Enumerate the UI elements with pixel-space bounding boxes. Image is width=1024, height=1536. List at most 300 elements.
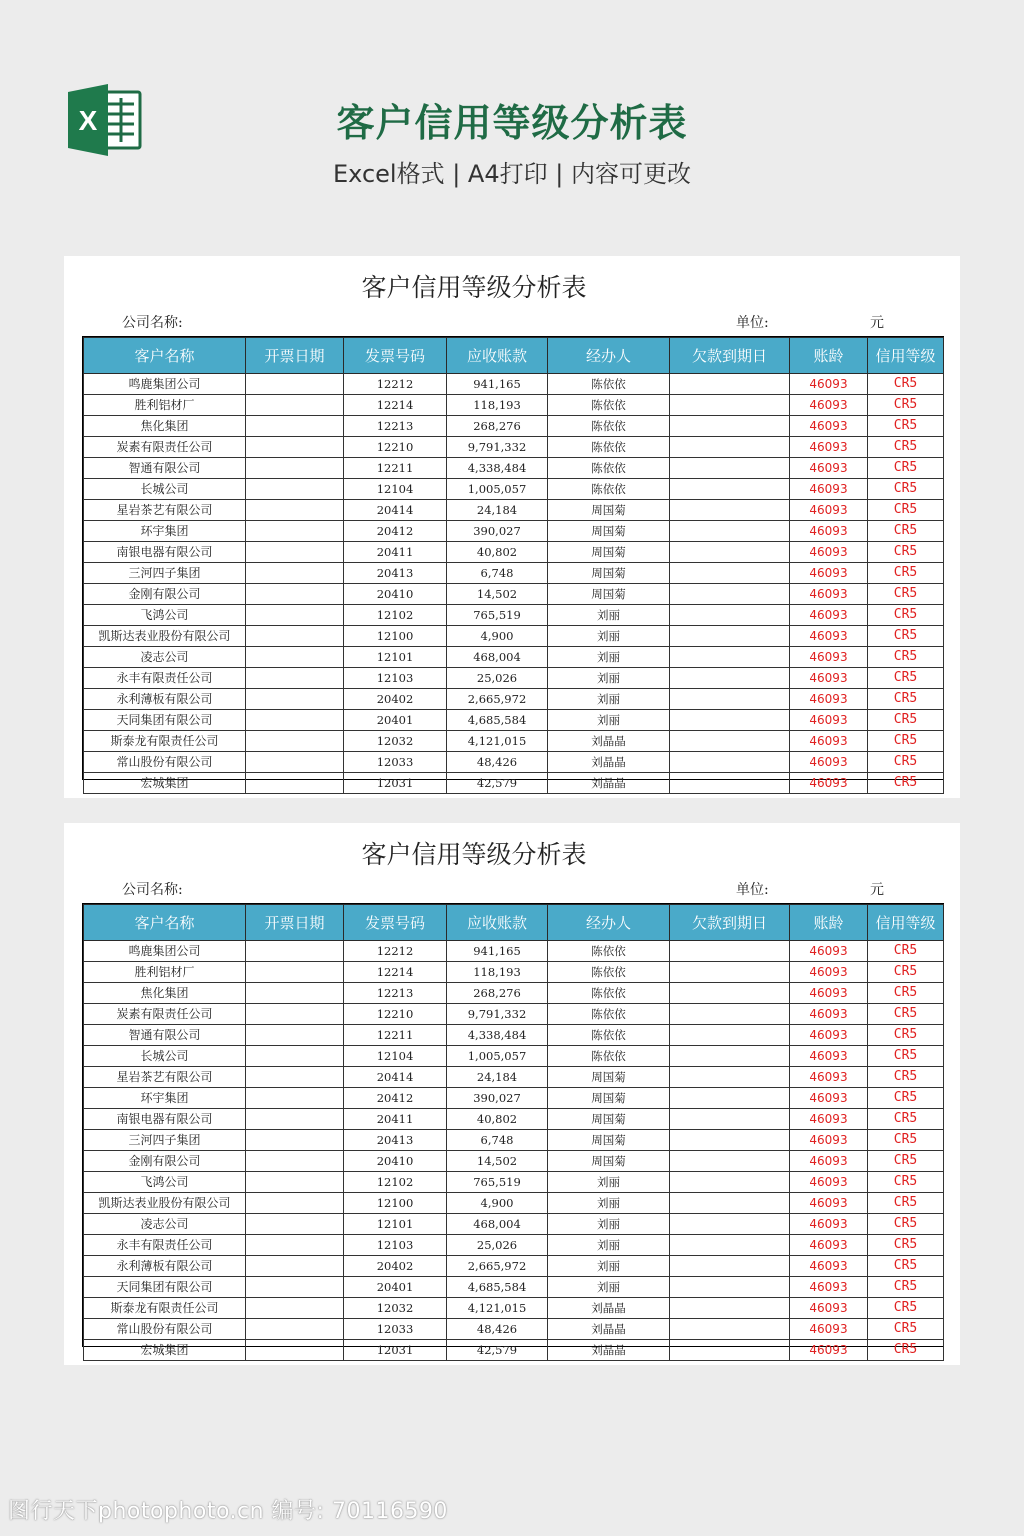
- table-row: [84, 1109, 944, 1130]
- cell-name: 凯斯达表业股份有限公司: [84, 1193, 246, 1214]
- cell-amount: 268,276: [447, 983, 548, 1004]
- cell-age: 46093: [790, 689, 868, 710]
- cell-name: 宏城集团: [84, 773, 246, 794]
- cell-name: 天同集团有限公司: [84, 710, 246, 731]
- cell-due: [670, 731, 790, 752]
- cell-agent: 周国菊: [548, 521, 670, 542]
- cell-invoice: 12210: [344, 1004, 447, 1025]
- cell-name: 智通有限公司: [84, 1025, 246, 1046]
- cell-due: [670, 521, 790, 542]
- column-header-name: 客户名称: [84, 905, 246, 941]
- cell-agent: 陈依依: [548, 941, 670, 962]
- cell-due: [670, 1109, 790, 1130]
- cell-due: [670, 437, 790, 458]
- cell-date: [246, 626, 344, 647]
- cell-grade: CR5: [868, 626, 944, 647]
- cell-date: [246, 710, 344, 731]
- cell-agent: 周国菊: [548, 500, 670, 521]
- table-row: [84, 1088, 944, 1109]
- cell-name: 金刚有限公司: [84, 1151, 246, 1172]
- column-header-amount: 应收账款: [447, 905, 548, 941]
- cell-date: [246, 941, 344, 962]
- cell-date: [246, 479, 344, 500]
- cell-name: 长城公司: [84, 479, 246, 500]
- table-row: [84, 983, 944, 1004]
- cell-invoice: 12212: [344, 374, 447, 395]
- cell-age: 46093: [790, 416, 868, 437]
- cell-name: 星岩茶艺有限公司: [84, 1067, 246, 1088]
- cell-amount: 4,685,584: [447, 1277, 548, 1298]
- cell-name: 环宇集团: [84, 1088, 246, 1109]
- cell-agent: 刘晶晶: [548, 1340, 670, 1361]
- cell-amount: 4,685,584: [447, 710, 548, 731]
- cell-due: [670, 668, 790, 689]
- cell-invoice: 12031: [344, 1340, 447, 1361]
- cell-name: 炭素有限责任公司: [84, 437, 246, 458]
- cell-invoice: 12210: [344, 437, 447, 458]
- cell-invoice: 12032: [344, 731, 447, 752]
- cell-name: 南银电器有限公司: [84, 542, 246, 563]
- table-row: [84, 1256, 944, 1277]
- cell-date: [246, 458, 344, 479]
- column-header-grade: 信用等级: [868, 338, 944, 374]
- cell-name: 南银电器有限公司: [84, 1109, 246, 1130]
- cell-agent: 陈依依: [548, 1046, 670, 1067]
- cell-age: 46093: [790, 1046, 868, 1067]
- cell-grade: CR5: [868, 731, 944, 752]
- cell-due: [670, 605, 790, 626]
- cell-name: 永利薄板有限公司: [84, 1256, 246, 1277]
- cell-age: 46093: [790, 752, 868, 773]
- cell-name: 三河四子集团: [84, 563, 246, 584]
- unit-value: 元: [870, 315, 884, 331]
- cell-age: 46093: [790, 1088, 868, 1109]
- cell-grade: CR5: [868, 374, 944, 395]
- cell-name: 环宇集团: [84, 521, 246, 542]
- cell-grade: CR5: [868, 1319, 944, 1340]
- cell-date: [246, 500, 344, 521]
- cell-invoice: 12100: [344, 1193, 447, 1214]
- table-row: [84, 1172, 944, 1193]
- cell-age: 46093: [790, 962, 868, 983]
- cell-name: 凯斯达表业股份有限公司: [84, 626, 246, 647]
- cell-amount: 6,748: [447, 1130, 548, 1151]
- cell-agent: 刘晶晶: [548, 752, 670, 773]
- cell-due: [670, 479, 790, 500]
- cell-name: 星岩茶艺有限公司: [84, 500, 246, 521]
- cell-agent: 周国菊: [548, 584, 670, 605]
- cell-grade: CR5: [868, 941, 944, 962]
- cell-amount: 14,502: [447, 1151, 548, 1172]
- cell-agent: 陈依依: [548, 416, 670, 437]
- unit-label: 单位:: [736, 315, 769, 331]
- cell-due: [670, 941, 790, 962]
- cell-age: 46093: [790, 458, 868, 479]
- cell-age: 46093: [790, 1193, 868, 1214]
- cell-grade: CR5: [868, 1088, 944, 1109]
- column-header-due: 欠款到期日: [670, 338, 790, 374]
- table-row: [84, 605, 944, 626]
- cell-name: 永丰有限责任公司: [84, 1235, 246, 1256]
- cell-date: [246, 1235, 344, 1256]
- table-row: [84, 521, 944, 542]
- table-row: [84, 1067, 944, 1088]
- cell-name: 斯泰龙有限责任公司: [84, 731, 246, 752]
- cell-agent: 刘丽: [548, 710, 670, 731]
- sheet-preview-2: [64, 823, 960, 1365]
- table-row: [84, 479, 944, 500]
- cell-age: 46093: [790, 731, 868, 752]
- cell-amount: 468,004: [447, 1214, 548, 1235]
- cell-age: 46093: [790, 1004, 868, 1025]
- cell-due: [670, 1235, 790, 1256]
- column-header-name: 客户名称: [84, 338, 246, 374]
- cell-grade: CR5: [868, 500, 944, 521]
- cell-due: [670, 1067, 790, 1088]
- cell-amount: 2,665,972: [447, 689, 548, 710]
- cell-date: [246, 647, 344, 668]
- table-row: [84, 1235, 944, 1256]
- cell-name: 天同集团有限公司: [84, 1277, 246, 1298]
- cell-grade: CR5: [868, 1151, 944, 1172]
- cell-age: 46093: [790, 542, 868, 563]
- column-header-date: 开票日期: [246, 338, 344, 374]
- cell-grade: CR5: [868, 1340, 944, 1361]
- table-row: [84, 626, 944, 647]
- cell-due: [670, 1256, 790, 1277]
- cell-agent: 陈依依: [548, 1004, 670, 1025]
- table-row: [84, 773, 944, 794]
- cell-name: 鸣鹿集团公司: [84, 374, 246, 395]
- cell-date: [246, 1004, 344, 1025]
- cell-due: [670, 689, 790, 710]
- cell-grade: CR5: [868, 647, 944, 668]
- cell-date: [246, 1340, 344, 1361]
- table-row: [84, 689, 944, 710]
- cell-agent: 陈依依: [548, 437, 670, 458]
- column-header-invoice: 发票号码: [344, 905, 447, 941]
- cell-due: [670, 773, 790, 794]
- cell-grade: CR5: [868, 584, 944, 605]
- cell-name: 凌志公司: [84, 647, 246, 668]
- cell-agent: 刘丽: [548, 1235, 670, 1256]
- cell-date: [246, 437, 344, 458]
- cell-date: [246, 416, 344, 437]
- cell-agent: 陈依依: [548, 962, 670, 983]
- cell-date: [246, 605, 344, 626]
- cell-invoice: 20410: [344, 584, 447, 605]
- cell-grade: CR5: [868, 458, 944, 479]
- cell-amount: 48,426: [447, 1319, 548, 1340]
- table-row: [84, 731, 944, 752]
- cell-amount: 4,121,015: [447, 1298, 548, 1319]
- cell-grade: CR5: [868, 668, 944, 689]
- cell-name: 宏城集团: [84, 1340, 246, 1361]
- cell-date: [246, 983, 344, 1004]
- credit-table-wrap: [82, 903, 944, 1357]
- cell-invoice: 12102: [344, 1172, 447, 1193]
- cell-agent: 陈依依: [548, 1025, 670, 1046]
- cell-amount: 40,802: [447, 1109, 548, 1130]
- cell-grade: CR5: [868, 962, 944, 983]
- cell-age: 46093: [790, 983, 868, 1004]
- cell-invoice: 20414: [344, 500, 447, 521]
- cell-age: 46093: [790, 1319, 868, 1340]
- cell-invoice: 20411: [344, 1109, 447, 1130]
- cell-due: [670, 416, 790, 437]
- cell-amount: 42,579: [447, 1340, 548, 1361]
- cell-agent: 刘丽: [548, 1214, 670, 1235]
- cell-grade: CR5: [868, 1256, 944, 1277]
- cell-due: [670, 584, 790, 605]
- cell-age: 46093: [790, 584, 868, 605]
- cell-date: [246, 962, 344, 983]
- cell-name: 凌志公司: [84, 1214, 246, 1235]
- cell-due: [670, 983, 790, 1004]
- cell-invoice: 20410: [344, 1151, 447, 1172]
- cell-agent: 陈依依: [548, 479, 670, 500]
- cell-age: 46093: [790, 521, 868, 542]
- cell-invoice: 12211: [344, 1025, 447, 1046]
- cell-age: 46093: [790, 1256, 868, 1277]
- cell-invoice: 12104: [344, 1046, 447, 1067]
- cell-amount: 765,519: [447, 1172, 548, 1193]
- cell-invoice: 12213: [344, 416, 447, 437]
- table-row: [84, 416, 944, 437]
- cell-age: 46093: [790, 1109, 868, 1130]
- cell-agent: 刘丽: [548, 1277, 670, 1298]
- table-row: [84, 941, 944, 962]
- cell-age: 46093: [790, 1298, 868, 1319]
- table-row: [84, 752, 944, 773]
- cell-name: 斯泰龙有限责任公司: [84, 1298, 246, 1319]
- table-row: [84, 1025, 944, 1046]
- cell-date: [246, 521, 344, 542]
- cell-agent: 刘丽: [548, 605, 670, 626]
- cell-grade: CR5: [868, 1109, 944, 1130]
- cell-due: [670, 395, 790, 416]
- cell-amount: 4,338,484: [447, 458, 548, 479]
- cell-age: 46093: [790, 395, 868, 416]
- cell-name: 长城公司: [84, 1046, 246, 1067]
- cell-amount: 4,121,015: [447, 731, 548, 752]
- column-header-due: 欠款到期日: [670, 905, 790, 941]
- cell-agent: 刘丽: [548, 647, 670, 668]
- cell-due: [670, 1151, 790, 1172]
- cell-grade: CR5: [868, 773, 944, 794]
- cell-agent: 刘晶晶: [548, 731, 670, 752]
- cell-agent: 陈依依: [548, 395, 670, 416]
- cell-age: 46093: [790, 1235, 868, 1256]
- credit-table: [83, 337, 944, 794]
- cell-age: 46093: [790, 773, 868, 794]
- cell-age: 46093: [790, 710, 868, 731]
- cell-date: [246, 1214, 344, 1235]
- column-header-date: 开票日期: [246, 905, 344, 941]
- cell-agent: 周国菊: [548, 1088, 670, 1109]
- cell-amount: 1,005,057: [447, 479, 548, 500]
- cell-date: [246, 584, 344, 605]
- cell-due: [670, 1277, 790, 1298]
- cell-due: [670, 1214, 790, 1235]
- cell-due: [670, 374, 790, 395]
- cell-name: 飞鸿公司: [84, 1172, 246, 1193]
- table-row: [84, 542, 944, 563]
- cell-invoice: 20414: [344, 1067, 447, 1088]
- cell-amount: 24,184: [447, 1067, 548, 1088]
- cell-due: [670, 1172, 790, 1193]
- cell-date: [246, 1256, 344, 1277]
- cell-age: 46093: [790, 1172, 868, 1193]
- cell-date: [246, 374, 344, 395]
- table-row: [84, 584, 944, 605]
- cell-due: [670, 1046, 790, 1067]
- cell-age: 46093: [790, 647, 868, 668]
- cell-date: [246, 1193, 344, 1214]
- table-row: [84, 1004, 944, 1025]
- cell-agent: 周国菊: [548, 1151, 670, 1172]
- cell-agent: 刘丽: [548, 668, 670, 689]
- table-header-row: [84, 905, 944, 941]
- cell-name: 鸣鹿集团公司: [84, 941, 246, 962]
- cell-amount: 941,165: [447, 374, 548, 395]
- cell-age: 46093: [790, 563, 868, 584]
- table-row: [84, 500, 944, 521]
- cell-grade: CR5: [868, 1004, 944, 1025]
- cell-grade: CR5: [868, 983, 944, 1004]
- cell-agent: 周国菊: [548, 1067, 670, 1088]
- cell-grade: CR5: [868, 752, 944, 773]
- cell-invoice: 12102: [344, 605, 447, 626]
- cell-due: [670, 710, 790, 731]
- table-row: [84, 1193, 944, 1214]
- watermark-text: 图行天下photophoto.cn 编号: 70116590: [8, 1499, 448, 1524]
- cell-age: 46093: [790, 605, 868, 626]
- cell-due: [670, 1298, 790, 1319]
- cell-date: [246, 1277, 344, 1298]
- cell-invoice: 20402: [344, 1256, 447, 1277]
- table-row: [84, 1130, 944, 1151]
- cell-age: 46093: [790, 1214, 868, 1235]
- cell-amount: 118,193: [447, 962, 548, 983]
- cell-grade: CR5: [868, 1172, 944, 1193]
- cell-amount: 9,791,332: [447, 437, 548, 458]
- table-row: [84, 1340, 944, 1361]
- cell-date: [246, 563, 344, 584]
- cell-date: [246, 1130, 344, 1151]
- table-row: [84, 710, 944, 731]
- cell-age: 46093: [790, 941, 868, 962]
- cell-amount: 14,502: [447, 584, 548, 605]
- table-row: [84, 1151, 944, 1172]
- cell-invoice: 12101: [344, 1214, 447, 1235]
- cell-date: [246, 731, 344, 752]
- cell-age: 46093: [790, 1151, 868, 1172]
- cell-agent: 陈依依: [548, 374, 670, 395]
- cell-invoice: 12212: [344, 941, 447, 962]
- cell-grade: CR5: [868, 1193, 944, 1214]
- cell-date: [246, 752, 344, 773]
- column-header-agent: 经办人: [548, 338, 670, 374]
- cell-agent: 刘丽: [548, 689, 670, 710]
- cell-name: 胜利铝材厂: [84, 962, 246, 983]
- cell-amount: 941,165: [447, 941, 548, 962]
- column-header-invoice: 发票号码: [344, 338, 447, 374]
- cell-amount: 25,026: [447, 668, 548, 689]
- column-header-amount: 应收账款: [447, 338, 548, 374]
- cell-invoice: 12211: [344, 458, 447, 479]
- cell-agent: 刘丽: [548, 1172, 670, 1193]
- table-row: [84, 1046, 944, 1067]
- cell-grade: CR5: [868, 563, 944, 584]
- cell-name: 炭素有限责任公司: [84, 1004, 246, 1025]
- cell-name: 飞鸿公司: [84, 605, 246, 626]
- logo-letter: X: [78, 105, 98, 136]
- cell-agent: 陈依依: [548, 983, 670, 1004]
- column-header-age: 账龄: [790, 338, 868, 374]
- cell-invoice: 20412: [344, 521, 447, 542]
- cell-agent: 周国菊: [548, 1109, 670, 1130]
- credit-table-wrap: [82, 336, 944, 790]
- cell-date: [246, 668, 344, 689]
- cell-date: [246, 1046, 344, 1067]
- table-row: [84, 1298, 944, 1319]
- cell-grade: CR5: [868, 1046, 944, 1067]
- column-header-age: 账龄: [790, 905, 868, 941]
- cell-invoice: 12104: [344, 479, 447, 500]
- cell-grade: CR5: [868, 1130, 944, 1151]
- page-title: 客户信用等级分析表: [336, 101, 688, 145]
- cell-due: [670, 752, 790, 773]
- cell-age: 46093: [790, 626, 868, 647]
- cell-agent: 陈依依: [548, 458, 670, 479]
- unit-value: 元: [870, 882, 884, 898]
- cell-due: [670, 500, 790, 521]
- cell-age: 46093: [790, 668, 868, 689]
- cell-amount: 118,193: [447, 395, 548, 416]
- sheet-preview-1: [64, 256, 960, 798]
- cell-invoice: 12033: [344, 1319, 447, 1340]
- table-row: [84, 668, 944, 689]
- cell-agent: 刘晶晶: [548, 1319, 670, 1340]
- cell-age: 46093: [790, 1130, 868, 1151]
- cell-invoice: 12214: [344, 962, 447, 983]
- cell-due: [670, 542, 790, 563]
- cell-name: 金刚有限公司: [84, 584, 246, 605]
- cell-date: [246, 1025, 344, 1046]
- cell-due: [670, 458, 790, 479]
- table-body: [84, 374, 944, 794]
- table-row: [84, 374, 944, 395]
- cell-grade: CR5: [868, 1277, 944, 1298]
- cell-date: [246, 1109, 344, 1130]
- cell-grade: CR5: [868, 395, 944, 416]
- cell-grade: CR5: [868, 479, 944, 500]
- cell-name: 永丰有限责任公司: [84, 668, 246, 689]
- cell-amount: 24,184: [447, 500, 548, 521]
- table-row: [84, 395, 944, 416]
- cell-date: [246, 395, 344, 416]
- cell-name: 智通有限公司: [84, 458, 246, 479]
- cell-invoice: 12103: [344, 1235, 447, 1256]
- cell-amount: 468,004: [447, 647, 548, 668]
- cell-name: 胜利铝材厂: [84, 395, 246, 416]
- cell-name: 三河四子集团: [84, 1130, 246, 1151]
- cell-age: 46093: [790, 1277, 868, 1298]
- cell-amount: 9,791,332: [447, 1004, 548, 1025]
- cell-name: 焦化集团: [84, 416, 246, 437]
- company-name-label: 公司名称:: [122, 882, 183, 898]
